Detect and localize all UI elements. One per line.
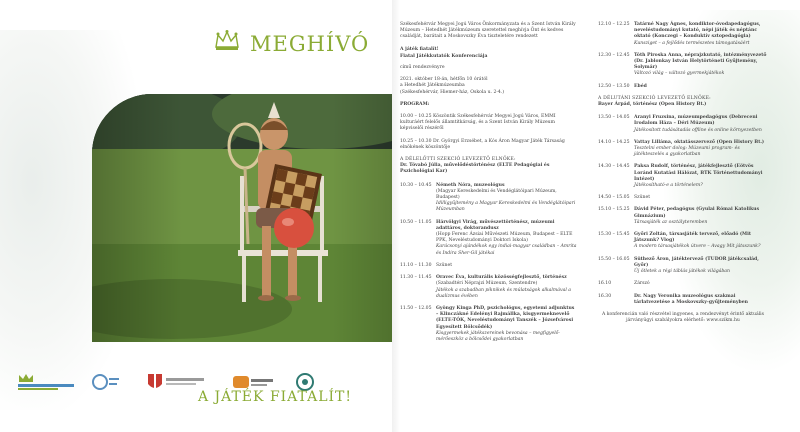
speaker-name: Gyöngy Kinga PhD, pszichológus, egyetemi adjunktus – Klinczákné Edelényi Rajmállka, kisgyermeknevelő (ELTE-TÓK, Neveléstudományi Tanszék – Józsefvárosi Egyesített Bölcsődék) [436,305,575,330]
photo-vignette [92,94,392,342]
morning-chair [400,157,578,176]
invitation-title: MEGHÍVÓ [250,32,370,56]
talk-title: Új ötletek a régi táblás játékok világában [634,269,731,275]
talk-time: 10.50 – 11.05 [400,219,432,225]
talk-time: 10.30 – 10.45 [400,182,432,188]
talk-row [400,220,578,257]
speaker-name: Dr. Nagy Veronika muzeológus szakmai tárlatvezetése a Moskovszky-gyűjteményben [634,293,749,305]
talk-title: Kunsziget – a fejlődés természetes támogatásáért [634,40,750,46]
talk-row [598,164,768,189]
crown-icon [214,29,240,51]
speaker-name: Győri Zoltán, társasjáték tervező, előadó (Mit Játszunk? Vlog) [634,232,751,244]
opening-list [400,114,578,151]
event-subtitle: Fiatal Játékkutatók Konferenciája [400,53,488,59]
chair-name: Bayer Árpád, történész (Open History Bt.) [598,102,707,108]
talk-row [598,281,768,287]
speaker-name: Aranyi Fruzsina, múzeumpedagógus (Debreceni Irodalom Háza – Déri Múzeum) [634,115,758,127]
talk-row [598,195,768,201]
event-date: 2021. október 18-án, hétfőn 10 órától [400,77,488,83]
boy-with-racket-photo [92,94,392,342]
speaker-name: Németh Nóra, muzeológus [436,182,505,188]
event-name: A játék fiatalít! [400,46,439,52]
event-venue: a Hetedhét Játékmúzeumba [400,83,465,89]
talk-time: 16.10 [598,281,612,287]
talk-row [598,294,768,306]
talk-row [598,53,768,78]
talk-title: Játékosított tudásátadás offline és online környezetben [634,127,762,133]
program-title: PROGRAM: [400,101,430,107]
talk-row [598,232,768,251]
section-heading: A DÉLELŐTTI SZEKCIÓ LEVEZETŐ ELNÖKE: [400,157,516,163]
speaker-name: Tóth Piroska Anna, néprajzkutató, intézményvezető (Dr. Jablonkay István Helytörténeti Gyűjtemény, Solymár) [634,52,767,71]
program-column-left [400,22,578,349]
talk-time: 11.10 – 11.30 [400,262,432,268]
cover-panel [0,0,392,432]
chair-name: Dr. Tóvabó Júlia, művelődéstörténész (ELTE Pedagógiai és Pszichológiai Kar) [400,163,550,175]
talk-title: Változó világ – változó gyermekjátékok [634,71,725,77]
talk-row [400,306,578,343]
talk-time: 14.10 – 14.25 [598,139,630,145]
talk-title: Játékok a szabadban piknikek és múlatságok alkalmával a dualizmus évében [436,287,571,299]
talk-time: 14.50 – 15.05 [598,195,630,201]
talk-title: Kisgyermekek játékszereinek bevonása – megfigyelő-mérőeszköz a bölcsődei gyakorlatban [436,330,560,342]
talk-row [598,84,768,90]
talk-title: Karácsonyi ajándékok egy indiai-magyar családban – Amrita és Indira Sher-Gil játékai [436,244,577,256]
lunch-label: Ebéd [634,83,647,89]
talk-title: Tesztelni ember dolog: Múzeumi program- és játékteszelés a gyakorlatban [634,146,740,158]
talk-row [400,275,578,300]
section-heading: A DÉLUTÁNI SZEKCIÓ LEVEZETŐ ELNÖKE: [598,95,711,101]
talk-time: 14.30 – 14.45 [598,164,630,170]
participation-note: A konferencián való részvétel ingyenes, a rendezvényt érintő aktuális járványügyi szabályokra elérhető: www.szikm.hu [601,311,765,324]
speaker-name: Tatárné Nagy Ágnes, kondiktor-óvodapedagógus, neveléstudományi kutató, népi játék és néptánc oktató (Konczegi – Konduktív sztopedagógia) [634,22,761,40]
talk-time: 12.30 – 12.45 [598,52,630,58]
speaker-affiliation: (Szabadtéri Néprajzi Múzeum, Szentendre) [436,281,538,287]
talk-row [598,115,768,134]
program-column-right [598,22,768,330]
talk-time: 11.30 – 11.45 [400,275,432,281]
speaker-name: Hárvölgyi Virág, művészettörténész, múzeumi adattáros, doktorandusz [436,219,555,231]
talk-row [598,257,768,276]
speaker-affiliation: (Magyar Kereskedelmi és Vendéglátóipari Múzeum, Budapest) [436,188,557,201]
talk-time: 15.30 – 15.45 [598,232,630,238]
talk-time: 13.50 – 14.05 [598,115,630,121]
talk-row [400,183,578,214]
speaker-name: Paksa Rudolf, történész, játékfejlesztő (Eötvös Loránd Kutatási Hálózat, BTK Történettudományi Intézet) [634,164,763,182]
closing-label: Zárszó [634,281,650,287]
talk-time: 15.50 – 16.05 [598,256,630,262]
break-label: Szünet [436,262,453,268]
speaker-name: Oravec Éva, kulturális közösségfejlesztő, történész [436,275,567,281]
afternoon-chair [598,96,768,108]
speaker-affiliation: (Hopp Ferenc Ázsiai Művészeti Múzeum, Budapest – ELTE PPK, Neveléstudományi Doktori Iskola) [436,232,573,244]
break-label: Szünet [634,195,651,201]
talk-row [598,22,768,47]
event-kind: című rendezvényre [400,65,445,71]
talk-title: Játékosítható-e a történelem? [634,183,703,189]
opening-item: 10.00 – 10.25 Köszöntik Székesfehérvár Megyei Jogú Város, EMMI kulturáért felelős államtitkárság, és a Szent István Király Múzeum képviselői részéről [400,114,556,132]
program-panel [392,0,800,432]
talk-time: 15.10 – 15.25 [598,207,630,213]
talk-row [598,207,768,226]
talk-row [400,263,578,269]
talk-time: 11.50 – 12.05 [400,305,432,311]
talk-time: 16.30 [598,293,612,299]
slogan-text: A JÁTÉK FIATALÍT! [197,389,352,405]
talk-time: 12.50 – 13.50 [598,83,630,89]
talk-time: 12.10 – 12.25 [598,22,630,27]
event-address: (Székesfehérvár, Hiemer-ház, Oskola u. 2-4.) [400,89,505,95]
talk-title: Társasjáték az osztályteremben [634,219,708,225]
talk-title: Idilligyűjtemény a Magyar Kereskedelmi és Vendéglátóipari Múzeumban [436,201,576,213]
opening-item: 10.25 – 10.30 Dr. Györgyi Erzsébet, a Kós Áron Magyar Játék Társaság elnökének köszöntője [400,138,565,150]
speaker-name: Süthező Áron, játéktervező (TUDOR játékcsalád, Győr) [634,256,759,268]
talk-row [598,140,768,159]
speaker-name: Dávid Péter, pedagógus (Gyulai Római Katolikus Gimnázium) [634,207,760,219]
speaker-name: Vattay Lilláma, oktatásszervező (Open History Bt.) [634,139,765,145]
intro-paragraph: Székesfehérvár Megyei Jogú Város Önkormányzata és a Szent István Király Múzeum – Hetedhét Játékmúzeum szeretettel meghívja Önt és kedves családját, barátait a Moskovszky Éva tiszteletére rendezett [400,22,576,40]
talk-title: A modern társasjátékok útvere – Avagy Mit játsszunk? [634,244,761,250]
